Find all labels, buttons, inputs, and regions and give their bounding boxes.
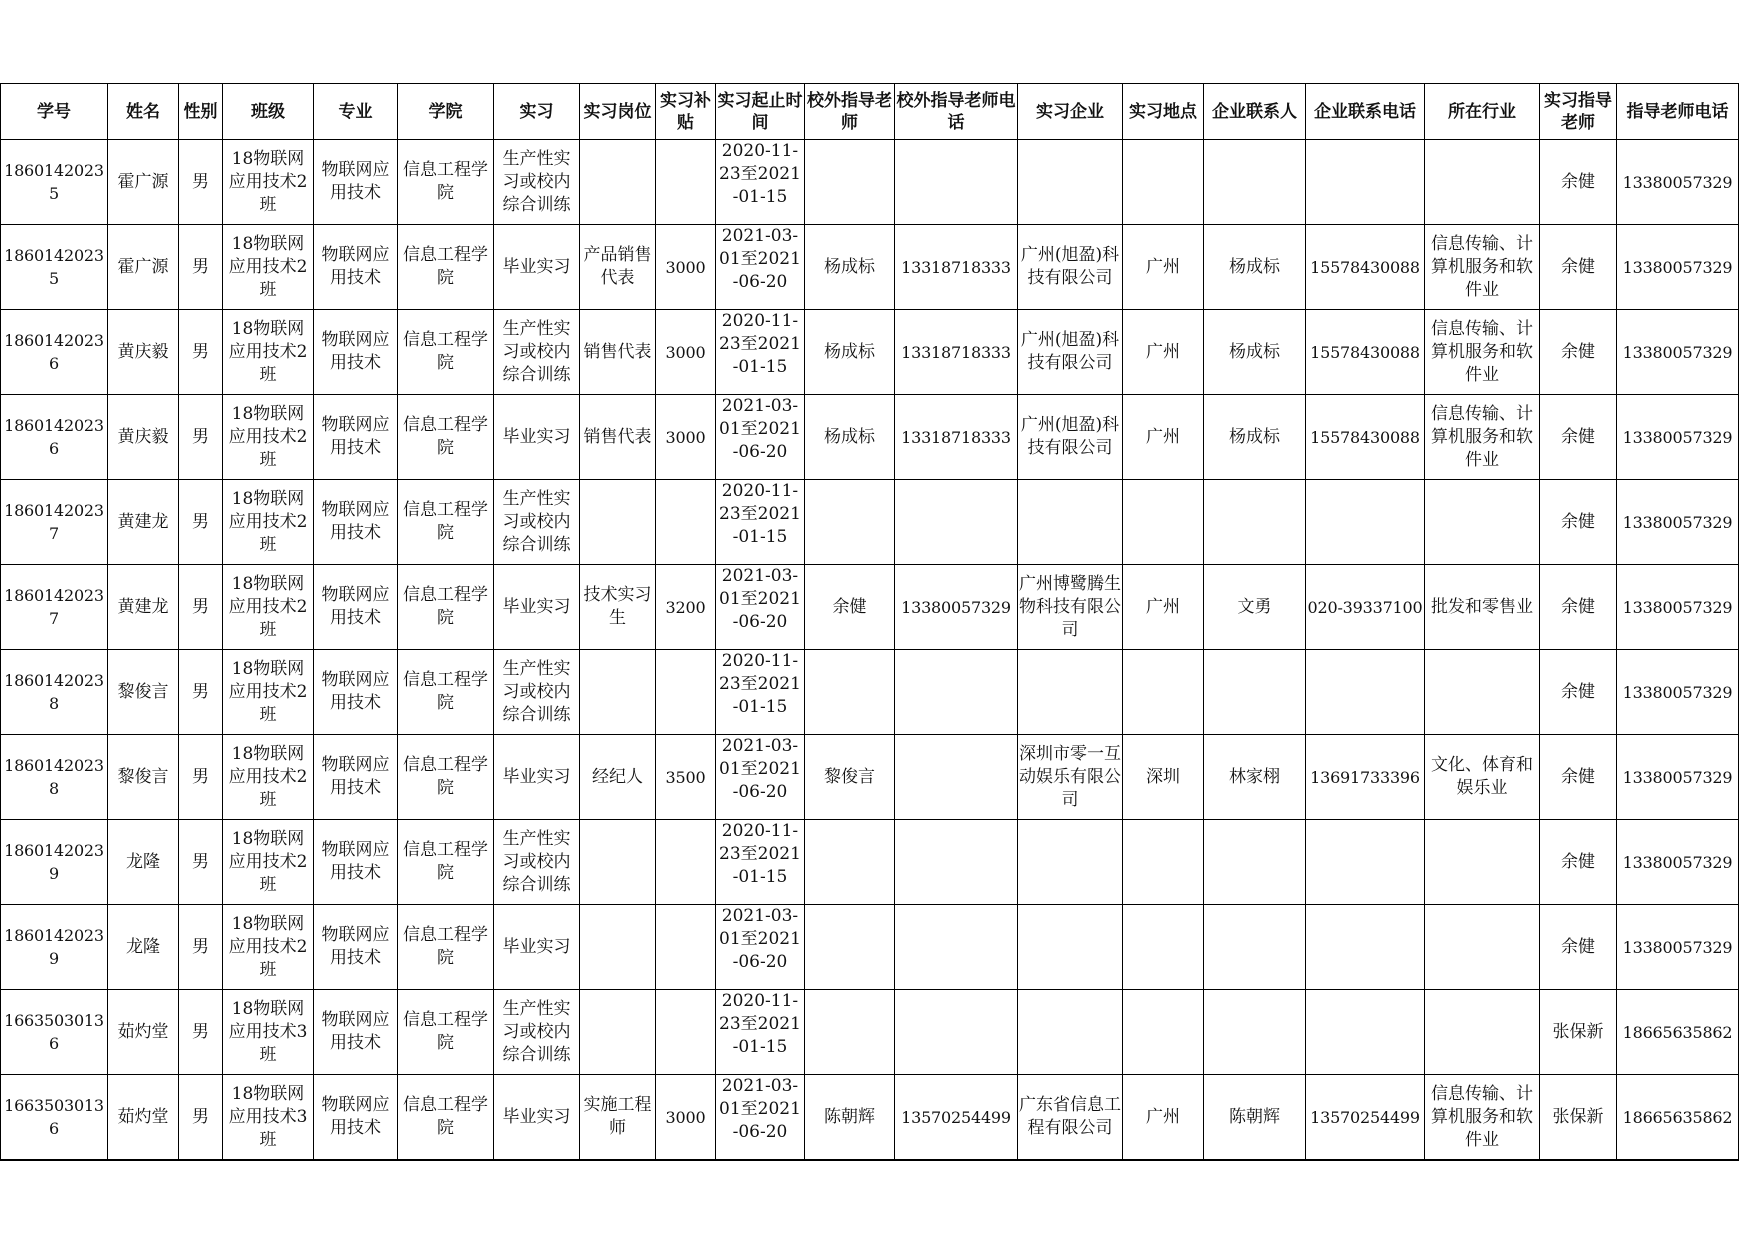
cell-instructor-phone: 13380057329 — [1617, 905, 1739, 990]
cell-position: 产品销售代表 — [580, 225, 656, 310]
cell-college: 信息工程学院 — [398, 735, 494, 820]
cell-industry: 信息传输、计算机服务和软件业 — [1425, 310, 1540, 395]
cell-external-mentor — [805, 140, 895, 225]
cell-internship-type: 毕业实习 — [494, 225, 580, 310]
cell-company-phone — [1306, 905, 1425, 990]
table-row — [1, 480, 1739, 565]
cell-instructor-phone: 13380057329 — [1617, 395, 1739, 480]
column-header-company: 实习企业 — [1018, 84, 1123, 140]
cell-period — [716, 905, 805, 990]
cell-instructor: 余健 — [1540, 225, 1617, 310]
cell-company-contact — [1204, 905, 1306, 990]
cell-internship-type: 生产性实习或校内综合训练 — [494, 310, 580, 395]
cell-period-text: 2021-03-01至2021-06-20 — [719, 396, 801, 462]
cell-industry: 信息传输、计算机服务和软件业 — [1425, 395, 1540, 480]
cell-internship-type: 毕业实习 — [494, 905, 580, 990]
table-row — [1, 650, 1739, 735]
table-row — [1, 905, 1739, 990]
cell-company-phone: 15578430088 — [1306, 310, 1425, 395]
cell-instructor: 张保新 — [1540, 1075, 1617, 1161]
cell-gender: 男 — [179, 140, 223, 225]
cell-industry — [1425, 650, 1540, 735]
cell-name: 霍广源 — [108, 225, 179, 310]
cell-location — [1123, 990, 1204, 1075]
cell-class: 18物联网应用技术2班 — [223, 310, 314, 395]
cell-external-mentor-phone — [895, 480, 1018, 565]
cell-external-mentor-phone: 13318718333 — [895, 395, 1018, 480]
cell-gender: 男 — [179, 1075, 223, 1161]
cell-instructor-phone: 13380057329 — [1617, 735, 1739, 820]
cell-major: 物联网应用技术 — [314, 735, 398, 820]
table-row — [1, 395, 1739, 480]
cell-name: 黄庆毅 — [108, 310, 179, 395]
cell-company-contact — [1204, 480, 1306, 565]
cell-period-text: 2021-03-01至2021-06-20 — [719, 736, 801, 802]
cell-external-mentor-phone — [895, 820, 1018, 905]
cell-gender: 男 — [179, 990, 223, 1075]
cell-instructor-phone: 13380057329 — [1617, 565, 1739, 650]
cell-company-phone — [1306, 820, 1425, 905]
cell-subsidy: 3200 — [656, 565, 716, 650]
cell-student-id: 18601420237 — [1, 565, 108, 650]
cell-instructor: 余健 — [1540, 310, 1617, 395]
cell-gender: 男 — [179, 735, 223, 820]
cell-company: 广州(旭盈)科技有限公司 — [1018, 225, 1123, 310]
cell-period — [716, 565, 805, 650]
cell-company-phone — [1306, 480, 1425, 565]
cell-company-contact — [1204, 140, 1306, 225]
cell-subsidy — [656, 650, 716, 735]
cell-company: 广州(旭盈)科技有限公司 — [1018, 310, 1123, 395]
cell-company — [1018, 905, 1123, 990]
cell-subsidy — [656, 820, 716, 905]
cell-name: 黄建龙 — [108, 565, 179, 650]
cell-instructor: 余健 — [1540, 140, 1617, 225]
cell-position: 销售代表 — [580, 310, 656, 395]
cell-subsidy: 3000 — [656, 1075, 716, 1161]
cell-instructor-phone: 18665635862 — [1617, 1075, 1739, 1161]
cell-gender: 男 — [179, 650, 223, 735]
cell-college: 信息工程学院 — [398, 820, 494, 905]
cell-industry — [1425, 905, 1540, 990]
cell-student-id: 18601420239 — [1, 905, 108, 990]
cell-instructor: 张保新 — [1540, 990, 1617, 1075]
cell-gender: 男 — [179, 310, 223, 395]
cell-name: 黄庆毅 — [108, 395, 179, 480]
column-header-instructor-phone: 指导老师电话 — [1617, 84, 1739, 140]
cell-company-contact: 陈朝辉 — [1204, 1075, 1306, 1161]
cell-industry — [1425, 990, 1540, 1075]
cell-company — [1018, 820, 1123, 905]
cell-major: 物联网应用技术 — [314, 395, 398, 480]
cell-gender: 男 — [179, 905, 223, 990]
cell-location: 广州 — [1123, 1075, 1204, 1161]
cell-position — [580, 480, 656, 565]
cell-student-id: 16635030136 — [1, 1075, 108, 1161]
cell-period-text: 2020-11-23至2021-01-15 — [719, 651, 801, 717]
cell-internship-type: 毕业实习 — [494, 395, 580, 480]
cell-position — [580, 140, 656, 225]
cell-college: 信息工程学院 — [398, 140, 494, 225]
column-header-external-mentor: 校外指导老师 — [805, 84, 895, 140]
cell-college: 信息工程学院 — [398, 1075, 494, 1161]
column-header-company-contact: 企业联系人 — [1204, 84, 1306, 140]
cell-gender: 男 — [179, 480, 223, 565]
cell-company-phone: 15578430088 — [1306, 395, 1425, 480]
cell-company-phone: 020-39337100 — [1306, 565, 1425, 650]
cell-name: 茹灼堂 — [108, 1075, 179, 1161]
cell-company-phone — [1306, 990, 1425, 1075]
column-header-location: 实习地点 — [1123, 84, 1204, 140]
cell-instructor: 余健 — [1540, 650, 1617, 735]
cell-external-mentor: 杨成标 — [805, 225, 895, 310]
cell-college: 信息工程学院 — [398, 905, 494, 990]
cell-period-text: 2020-11-23至2021-01-15 — [719, 141, 801, 207]
cell-period — [716, 395, 805, 480]
cell-name: 龙隆 — [108, 905, 179, 990]
cell-period-text: 2020-11-23至2021-01-15 — [719, 311, 801, 377]
cell-period-text: 2021-03-01至2021-06-20 — [719, 906, 801, 972]
column-header-external-mentor-phone: 校外指导老师电话 — [895, 84, 1018, 140]
cell-subsidy: 3500 — [656, 735, 716, 820]
cell-industry — [1425, 140, 1540, 225]
cell-position — [580, 650, 656, 735]
column-header-gender: 性别 — [179, 84, 223, 140]
cell-major: 物联网应用技术 — [314, 1075, 398, 1161]
cell-internship-type: 生产性实习或校内综合训练 — [494, 820, 580, 905]
table-row — [1, 310, 1739, 395]
cell-student-id: 18601420235 — [1, 140, 108, 225]
cell-class: 18物联网应用技术2班 — [223, 650, 314, 735]
cell-instructor: 余健 — [1540, 565, 1617, 650]
cell-college: 信息工程学院 — [398, 395, 494, 480]
cell-name: 龙隆 — [108, 820, 179, 905]
cell-company — [1018, 480, 1123, 565]
cell-college: 信息工程学院 — [398, 310, 494, 395]
cell-instructor-phone: 13380057329 — [1617, 820, 1739, 905]
cell-gender: 男 — [179, 820, 223, 905]
cell-industry: 信息传输、计算机服务和软件业 — [1425, 1075, 1540, 1161]
cell-class: 18物联网应用技术3班 — [223, 1075, 314, 1161]
cell-company-phone — [1306, 140, 1425, 225]
cell-location: 深圳 — [1123, 735, 1204, 820]
cell-position — [580, 905, 656, 990]
cell-major: 物联网应用技术 — [314, 480, 398, 565]
cell-industry — [1425, 820, 1540, 905]
cell-subsidy: 3000 — [656, 395, 716, 480]
cell-internship-type: 毕业实习 — [494, 565, 580, 650]
cell-major: 物联网应用技术 — [314, 310, 398, 395]
cell-gender: 男 — [179, 565, 223, 650]
column-header-industry: 所在行业 — [1425, 84, 1540, 140]
cell-period-text: 2020-11-23至2021-01-15 — [719, 991, 801, 1057]
cell-college: 信息工程学院 — [398, 565, 494, 650]
cell-company: 深圳市零一互动娱乐有限公司 — [1018, 735, 1123, 820]
cell-class: 18物联网应用技术2班 — [223, 140, 314, 225]
cell-period — [716, 140, 805, 225]
cell-company: 广州博鹭腾生物科技有限公司 — [1018, 565, 1123, 650]
cell-position: 技术实习生 — [580, 565, 656, 650]
cell-company-contact: 林家栩 — [1204, 735, 1306, 820]
cell-instructor-phone: 13380057329 — [1617, 650, 1739, 735]
cell-company-contact: 杨成标 — [1204, 395, 1306, 480]
cell-external-mentor: 余健 — [805, 565, 895, 650]
cell-period — [716, 735, 805, 820]
cell-external-mentor-phone: 13570254499 — [895, 1075, 1018, 1161]
column-header-instructor: 实习指导老师 — [1540, 84, 1617, 140]
cell-external-mentor-phone — [895, 990, 1018, 1075]
cell-major: 物联网应用技术 — [314, 990, 398, 1075]
cell-student-id: 18601420235 — [1, 225, 108, 310]
cell-location — [1123, 650, 1204, 735]
column-header-position: 实习岗位 — [580, 84, 656, 140]
cell-company-contact — [1204, 820, 1306, 905]
cell-period-text: 2021-03-01至2021-06-20 — [719, 1076, 801, 1142]
cell-student-id: 18601420236 — [1, 310, 108, 395]
table-header — [1, 84, 1739, 140]
cell-location: 广州 — [1123, 225, 1204, 310]
table-row — [1, 820, 1739, 905]
cell-company — [1018, 990, 1123, 1075]
cell-student-id: 18601420237 — [1, 480, 108, 565]
cell-student-id: 18601420236 — [1, 395, 108, 480]
cell-instructor: 余健 — [1540, 820, 1617, 905]
cell-company — [1018, 650, 1123, 735]
cell-industry: 信息传输、计算机服务和软件业 — [1425, 225, 1540, 310]
column-header-major: 专业 — [314, 84, 398, 140]
cell-instructor-phone: 13380057329 — [1617, 225, 1739, 310]
cell-external-mentor — [805, 650, 895, 735]
cell-college: 信息工程学院 — [398, 990, 494, 1075]
cell-internship-type: 生产性实习或校内综合训练 — [494, 650, 580, 735]
cell-subsidy — [656, 905, 716, 990]
cell-major: 物联网应用技术 — [314, 565, 398, 650]
cell-college: 信息工程学院 — [398, 225, 494, 310]
cell-period-text: 2021-03-01至2021-06-20 — [719, 566, 801, 632]
cell-position: 销售代表 — [580, 395, 656, 480]
cell-location — [1123, 140, 1204, 225]
cell-major: 物联网应用技术 — [314, 820, 398, 905]
cell-internship-type: 生产性实习或校内综合训练 — [494, 140, 580, 225]
cell-gender: 男 — [179, 225, 223, 310]
cell-subsidy — [656, 480, 716, 565]
cell-instructor-phone: 13380057329 — [1617, 480, 1739, 565]
table-row — [1, 225, 1739, 310]
cell-major: 物联网应用技术 — [314, 905, 398, 990]
cell-period — [716, 820, 805, 905]
cell-major: 物联网应用技术 — [314, 650, 398, 735]
cell-instructor-phone: 13380057329 — [1617, 310, 1739, 395]
cell-class: 18物联网应用技术2班 — [223, 395, 314, 480]
cell-external-mentor-phone: 13318718333 — [895, 310, 1018, 395]
cell-period-text: 2020-11-23至2021-01-15 — [719, 821, 801, 887]
cell-period-text: 2021-03-01至2021-06-20 — [719, 226, 801, 292]
internship-table — [0, 83, 1739, 1161]
table-row — [1, 735, 1739, 820]
table-row — [1, 565, 1739, 650]
cell-external-mentor — [805, 990, 895, 1075]
cell-location — [1123, 480, 1204, 565]
cell-student-id: 18601420239 — [1, 820, 108, 905]
cell-class: 18物联网应用技术2班 — [223, 480, 314, 565]
column-header-internship-type: 实习 — [494, 84, 580, 140]
cell-company-contact — [1204, 990, 1306, 1075]
cell-external-mentor-phone: 13318718333 — [895, 225, 1018, 310]
cell-class: 18物联网应用技术2班 — [223, 820, 314, 905]
cell-subsidy — [656, 140, 716, 225]
cell-position: 经纪人 — [580, 735, 656, 820]
column-header-company-phone: 企业联系电话 — [1306, 84, 1425, 140]
cell-subsidy — [656, 990, 716, 1075]
cell-subsidy: 3000 — [656, 225, 716, 310]
cell-location — [1123, 820, 1204, 905]
cell-external-mentor-phone — [895, 905, 1018, 990]
cell-external-mentor-phone — [895, 140, 1018, 225]
cell-company-contact: 杨成标 — [1204, 310, 1306, 395]
cell-location: 广州 — [1123, 395, 1204, 480]
column-header-college: 学院 — [398, 84, 494, 140]
table-row — [1, 140, 1739, 225]
cell-period — [716, 480, 805, 565]
cell-instructor: 余健 — [1540, 395, 1617, 480]
cell-class: 18物联网应用技术2班 — [223, 225, 314, 310]
cell-external-mentor: 陈朝辉 — [805, 1075, 895, 1161]
cell-instructor: 余健 — [1540, 735, 1617, 820]
column-header-name: 姓名 — [108, 84, 179, 140]
cell-class: 18物联网应用技术2班 — [223, 565, 314, 650]
cell-major: 物联网应用技术 — [314, 225, 398, 310]
cell-name: 黄建龙 — [108, 480, 179, 565]
cell-location: 广州 — [1123, 310, 1204, 395]
cell-company-phone: 13691733396 — [1306, 735, 1425, 820]
cell-company-contact: 文勇 — [1204, 565, 1306, 650]
cell-company-phone — [1306, 650, 1425, 735]
cell-class: 18物联网应用技术2班 — [223, 905, 314, 990]
cell-instructor-phone: 18665635862 — [1617, 990, 1739, 1075]
cell-name: 黎俊言 — [108, 735, 179, 820]
cell-instructor-phone: 13380057329 — [1617, 140, 1739, 225]
cell-class: 18物联网应用技术2班 — [223, 735, 314, 820]
cell-position — [580, 820, 656, 905]
column-header-subsidy: 实习补贴 — [656, 84, 716, 140]
column-header-period: 实习起止时间 — [716, 84, 805, 140]
cell-company-phone: 15578430088 — [1306, 225, 1425, 310]
cell-position: 实施工程师 — [580, 1075, 656, 1161]
cell-student-id: 18601420238 — [1, 735, 108, 820]
cell-internship-type: 生产性实习或校内综合训练 — [494, 480, 580, 565]
cell-company-contact — [1204, 650, 1306, 735]
cell-internship-type: 生产性实习或校内综合训练 — [494, 990, 580, 1075]
cell-industry: 批发和零售业 — [1425, 565, 1540, 650]
cell-name: 茹灼堂 — [108, 990, 179, 1075]
cell-instructor: 余健 — [1540, 480, 1617, 565]
cell-period — [716, 225, 805, 310]
cell-company-phone: 13570254499 — [1306, 1075, 1425, 1161]
table-row — [1, 1075, 1739, 1161]
cell-external-mentor-phone: 13380057329 — [895, 565, 1018, 650]
cell-external-mentor-phone — [895, 650, 1018, 735]
cell-period-text: 2020-11-23至2021-01-15 — [719, 481, 801, 547]
cell-external-mentor — [805, 905, 895, 990]
cell-external-mentor: 黎俊言 — [805, 735, 895, 820]
cell-location — [1123, 905, 1204, 990]
cell-internship-type: 毕业实习 — [494, 735, 580, 820]
cell-position — [580, 990, 656, 1075]
cell-name: 黎俊言 — [108, 650, 179, 735]
header-row — [1, 84, 1739, 140]
cell-name: 霍广源 — [108, 140, 179, 225]
cell-internship-type: 毕业实习 — [494, 1075, 580, 1161]
cell-college: 信息工程学院 — [398, 480, 494, 565]
cell-external-mentor: 杨成标 — [805, 395, 895, 480]
cell-external-mentor-phone — [895, 735, 1018, 820]
cell-period — [716, 310, 805, 395]
cell-student-id: 18601420238 — [1, 650, 108, 735]
cell-gender: 男 — [179, 395, 223, 480]
cell-major: 物联网应用技术 — [314, 140, 398, 225]
table-row — [1, 990, 1739, 1075]
cell-company: 广州(旭盈)科技有限公司 — [1018, 395, 1123, 480]
cell-company — [1018, 140, 1123, 225]
cell-subsidy: 3000 — [656, 310, 716, 395]
cell-college: 信息工程学院 — [398, 650, 494, 735]
cell-external-mentor — [805, 820, 895, 905]
cell-company: 广东省信息工程有限公司 — [1018, 1075, 1123, 1161]
cell-industry — [1425, 480, 1540, 565]
cell-student-id: 16635030136 — [1, 990, 108, 1075]
cell-period — [716, 990, 805, 1075]
cell-instructor: 余健 — [1540, 905, 1617, 990]
cell-external-mentor — [805, 480, 895, 565]
table-body — [1, 140, 1739, 1161]
cell-period — [716, 650, 805, 735]
cell-external-mentor: 杨成标 — [805, 310, 895, 395]
cell-company-contact: 杨成标 — [1204, 225, 1306, 310]
column-header-student-id: 学号 — [1, 84, 108, 140]
cell-period — [716, 1075, 805, 1161]
cell-location: 广州 — [1123, 565, 1204, 650]
cell-industry: 文化、体育和娱乐业 — [1425, 735, 1540, 820]
cell-class: 18物联网应用技术3班 — [223, 990, 314, 1075]
column-header-class: 班级 — [223, 84, 314, 140]
